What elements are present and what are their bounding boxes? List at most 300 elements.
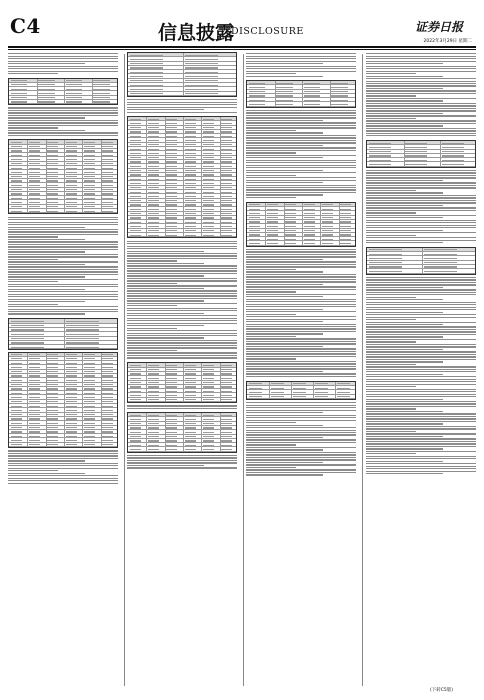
text-line <box>8 279 118 280</box>
text-block <box>366 169 476 245</box>
table-cell <box>11 406 22 407</box>
table-cell <box>221 144 232 145</box>
table-cell <box>29 180 40 181</box>
table-cell <box>322 213 333 214</box>
table-cell <box>102 440 113 441</box>
table-cell <box>148 153 159 154</box>
table-cell <box>130 423 141 424</box>
table-cell <box>285 209 296 210</box>
table-cell <box>203 222 214 223</box>
text-line <box>127 462 237 463</box>
table-cell <box>203 136 214 137</box>
table-cell <box>166 391 177 392</box>
data-table <box>127 116 237 238</box>
table-cell <box>84 163 95 164</box>
table-cell <box>166 423 177 424</box>
table-cell <box>29 388 40 389</box>
text-block <box>246 109 356 200</box>
table-cell <box>29 189 40 190</box>
table-cell <box>148 209 159 210</box>
text-line <box>246 434 356 435</box>
table-cell <box>84 367 95 368</box>
table-cell <box>84 142 95 143</box>
table-row <box>128 398 236 402</box>
table-cell <box>185 386 196 387</box>
text-line <box>127 305 177 306</box>
text-line <box>366 369 476 370</box>
text-line <box>246 157 323 158</box>
table-cell <box>185 440 196 441</box>
table-cell <box>102 142 113 143</box>
table-cell <box>271 392 284 393</box>
table-cell <box>47 163 58 164</box>
text-line <box>8 284 118 285</box>
text-line <box>366 341 416 342</box>
text-line <box>8 269 118 270</box>
table-cell <box>203 419 214 420</box>
table-cell <box>185 85 218 86</box>
table-cell <box>84 388 95 389</box>
text-line <box>246 331 356 332</box>
text-line <box>246 53 356 54</box>
table-cell <box>84 185 95 186</box>
text-line <box>127 283 177 284</box>
table-cell <box>66 427 77 428</box>
text-line <box>8 231 118 232</box>
table-cell <box>221 230 232 231</box>
table-cell <box>185 127 196 128</box>
text-line <box>246 333 323 334</box>
table-cell <box>66 388 77 389</box>
text-line <box>8 71 118 72</box>
text-line <box>246 467 296 468</box>
table-cell <box>285 230 296 231</box>
table-cell <box>102 388 113 389</box>
text-line <box>366 433 476 434</box>
table-cell <box>221 179 232 180</box>
text-line <box>366 403 476 404</box>
table-cell <box>249 230 260 231</box>
table-cell <box>369 271 402 272</box>
text-line <box>366 371 476 372</box>
table-cell <box>29 410 40 411</box>
text-line <box>246 152 296 153</box>
text-line <box>8 132 118 133</box>
text-line <box>246 289 356 290</box>
text-block <box>8 52 118 76</box>
table-cell <box>148 423 159 424</box>
text-line <box>246 112 356 113</box>
text-line <box>366 436 443 437</box>
table-cell <box>66 101 83 102</box>
table-cell <box>66 423 77 424</box>
text-line <box>246 439 356 440</box>
table-cell <box>130 80 163 81</box>
table-cell <box>185 373 196 374</box>
text-line <box>8 289 85 290</box>
table-cell <box>11 146 22 147</box>
text-line <box>246 371 323 372</box>
text-line <box>8 274 118 275</box>
table-cell <box>47 418 58 419</box>
table-cell <box>405 143 427 144</box>
text-line <box>366 230 443 231</box>
text-line <box>8 120 118 121</box>
table-cell <box>148 226 159 227</box>
table-cell <box>185 391 196 392</box>
text-line <box>8 304 58 305</box>
table-cell <box>166 445 177 446</box>
table-cell <box>11 358 22 359</box>
table-cell <box>340 217 351 218</box>
text-line <box>366 220 476 221</box>
table-cell <box>304 104 321 105</box>
text-line <box>366 128 476 129</box>
table-cell <box>185 209 196 210</box>
text-line <box>127 350 177 351</box>
table-cell <box>267 239 278 240</box>
text-line <box>8 246 118 247</box>
table-cell <box>47 388 58 389</box>
text-line <box>8 249 118 250</box>
text-line <box>127 102 237 103</box>
text-line <box>366 135 476 136</box>
text-line <box>246 56 356 57</box>
text-line <box>8 453 118 454</box>
table-cell <box>221 149 232 150</box>
table-cell <box>84 410 95 411</box>
table-cell <box>271 388 284 389</box>
table-cell <box>47 384 58 385</box>
table-cell <box>185 204 196 205</box>
table-row <box>9 345 117 349</box>
table-cell <box>66 185 77 186</box>
table-cell <box>130 63 163 64</box>
text-line <box>366 394 476 395</box>
text-line <box>246 61 356 62</box>
table-cell <box>166 166 177 167</box>
table-cell <box>203 427 214 428</box>
text-line <box>127 280 237 281</box>
table-cell <box>221 395 232 396</box>
table-cell <box>203 183 214 184</box>
table-cell <box>11 401 22 402</box>
text-line <box>366 177 476 178</box>
text-line <box>366 359 476 360</box>
text-line <box>246 464 356 465</box>
table-cell <box>38 89 55 90</box>
table-cell <box>203 174 214 175</box>
table-cell <box>84 397 95 398</box>
table-cell <box>130 391 141 392</box>
text-line <box>246 432 356 433</box>
table-cell <box>102 436 113 437</box>
table-cell <box>185 378 196 379</box>
text-line <box>8 281 58 282</box>
table-cell <box>166 382 177 383</box>
table-cell <box>203 378 214 379</box>
table-cell <box>285 221 296 222</box>
table-cell <box>47 172 58 173</box>
table-cell <box>148 161 159 162</box>
text-line <box>366 105 476 106</box>
text-line <box>127 107 237 108</box>
table-cell <box>203 386 214 387</box>
table-cell <box>203 423 214 424</box>
table-cell <box>148 378 159 379</box>
text-line <box>366 428 476 429</box>
text-line <box>246 145 323 146</box>
text-line <box>366 227 476 228</box>
table-cell <box>102 418 113 419</box>
table-cell <box>102 180 113 181</box>
table-cell <box>84 431 95 432</box>
table-cell <box>84 198 95 199</box>
table-cell <box>84 427 95 428</box>
table-cell <box>405 164 427 165</box>
text-line <box>366 326 476 327</box>
text-line <box>127 323 237 324</box>
table-cell <box>166 153 177 154</box>
data-table <box>127 52 237 97</box>
text-line <box>246 117 356 118</box>
text-line <box>246 410 356 411</box>
table-cell <box>102 380 113 381</box>
table-cell <box>148 131 159 132</box>
table-cell <box>249 87 266 88</box>
table-cell <box>130 59 163 60</box>
table-cell <box>102 414 113 415</box>
text-line <box>366 118 416 119</box>
table-cell <box>304 87 321 88</box>
table-cell <box>221 161 232 162</box>
table-cell <box>322 217 333 218</box>
table-cell <box>405 151 427 152</box>
table-cell <box>47 393 58 394</box>
table-cell <box>148 183 159 184</box>
table-cell <box>276 83 293 84</box>
table-cell <box>221 183 232 184</box>
table-cell <box>203 170 214 171</box>
table-cell <box>221 136 232 137</box>
column-1 <box>8 52 118 688</box>
table-cell <box>304 226 315 227</box>
table-cell <box>84 180 95 181</box>
table-cell <box>11 418 22 419</box>
table-cell <box>185 423 196 424</box>
text-line <box>246 373 356 374</box>
table-cell <box>369 266 402 267</box>
table-cell <box>148 382 159 383</box>
text-line <box>8 478 118 479</box>
text-line <box>246 185 356 186</box>
table-cell <box>221 399 232 400</box>
table-cell <box>130 399 141 400</box>
table-cell <box>185 200 196 201</box>
text-line <box>246 407 356 408</box>
text-line <box>366 185 476 186</box>
table-cell <box>276 87 293 88</box>
table-cell <box>66 371 77 372</box>
text-line <box>246 170 323 171</box>
table-row <box>247 395 355 399</box>
table-cell <box>203 432 214 433</box>
table-cell <box>185 153 196 154</box>
table-cell <box>148 119 159 120</box>
text-line <box>246 73 296 74</box>
table-cell <box>249 104 266 105</box>
table-cell <box>11 329 44 330</box>
table-cell <box>221 123 232 124</box>
table-cell <box>29 423 40 424</box>
text-line <box>246 299 356 300</box>
text-line <box>8 219 118 220</box>
text-line <box>8 271 118 272</box>
table-cell <box>249 221 260 222</box>
text-line <box>246 316 356 317</box>
table-cell <box>102 185 113 186</box>
table-cell <box>148 179 159 180</box>
table-cell <box>11 189 22 190</box>
table-cell <box>166 192 177 193</box>
table-cell <box>185 230 196 231</box>
table-cell <box>405 155 427 156</box>
table-cell <box>267 221 278 222</box>
text-line <box>246 180 356 181</box>
table-cell <box>66 189 77 190</box>
table-cell <box>249 95 266 96</box>
table-cell <box>203 153 214 154</box>
table-cell <box>285 217 296 218</box>
table-cell <box>249 204 260 205</box>
text-line <box>366 235 416 236</box>
text-line <box>246 454 356 455</box>
table-cell <box>340 209 351 210</box>
table-cell <box>102 427 113 428</box>
table-cell <box>66 384 77 385</box>
table-cell <box>148 230 159 231</box>
table-cell <box>11 388 22 389</box>
text-line <box>246 150 356 151</box>
text-line <box>246 304 356 305</box>
text-line <box>246 147 356 148</box>
table-cell <box>93 101 110 102</box>
text-line <box>127 263 204 264</box>
text-line <box>366 453 416 454</box>
table-cell <box>221 423 232 424</box>
table-row <box>247 241 355 245</box>
text-line <box>366 413 476 414</box>
table-cell <box>315 392 328 393</box>
table-cell <box>424 249 457 250</box>
table-cell <box>340 213 351 214</box>
table-cell <box>11 380 22 381</box>
table-cell <box>84 375 95 376</box>
text-line <box>366 95 416 96</box>
table-cell <box>148 170 159 171</box>
table-cell <box>102 176 113 177</box>
table-cell <box>11 393 22 394</box>
table-cell <box>11 436 22 437</box>
table-cell <box>130 432 141 433</box>
data-table <box>127 362 237 403</box>
table-cell <box>66 176 77 177</box>
table-cell <box>11 423 22 424</box>
text-line <box>246 160 356 161</box>
table-cell <box>185 149 196 150</box>
text-line <box>8 460 85 461</box>
table-cell <box>47 410 58 411</box>
text-line <box>8 463 118 464</box>
text-line <box>246 311 356 312</box>
table-cell <box>203 196 214 197</box>
text-line <box>246 76 323 77</box>
table-cell <box>267 213 278 214</box>
text-line <box>366 180 443 181</box>
text-line <box>8 276 85 277</box>
table-cell <box>47 380 58 381</box>
table-cell <box>102 198 113 199</box>
table-cell <box>47 401 58 402</box>
table-cell <box>47 397 58 398</box>
table-cell <box>11 163 22 164</box>
table-cell <box>276 95 293 96</box>
table-cell <box>221 153 232 154</box>
text-line <box>8 299 118 300</box>
text-line <box>366 314 476 315</box>
table-cell <box>66 410 77 411</box>
table-cell <box>47 406 58 407</box>
table-cell <box>148 235 159 236</box>
table-cell <box>130 72 163 73</box>
table-cell <box>66 431 77 432</box>
table-cell <box>148 196 159 197</box>
table-cell <box>148 123 159 124</box>
table-cell <box>285 234 296 235</box>
table-cell <box>47 202 58 203</box>
table-cell <box>185 179 196 180</box>
table-cell <box>130 445 141 446</box>
table-cell <box>84 363 95 364</box>
table-cell <box>66 146 77 147</box>
text-line <box>8 256 118 257</box>
table-cell <box>369 155 391 156</box>
section-subtitle: DISCLOSURE <box>231 26 304 37</box>
text-line <box>366 289 476 290</box>
text-line <box>246 430 356 431</box>
text-line <box>366 319 416 320</box>
table-cell <box>84 159 95 160</box>
table-cell <box>285 239 296 240</box>
text-line <box>366 90 476 91</box>
text-line <box>8 58 118 59</box>
table-cell <box>47 375 58 376</box>
table-cell <box>130 192 141 193</box>
table-cell <box>29 211 40 212</box>
table-cell <box>130 187 141 188</box>
table-cell <box>249 226 260 227</box>
data-table <box>127 412 237 453</box>
text-line <box>127 357 237 358</box>
text-line <box>246 474 323 475</box>
table-cell <box>102 371 113 372</box>
text-line <box>366 192 443 193</box>
text-line <box>246 259 323 260</box>
table-cell <box>166 170 177 171</box>
table-cell <box>148 391 159 392</box>
text-line <box>127 265 237 266</box>
text-line <box>127 99 237 100</box>
